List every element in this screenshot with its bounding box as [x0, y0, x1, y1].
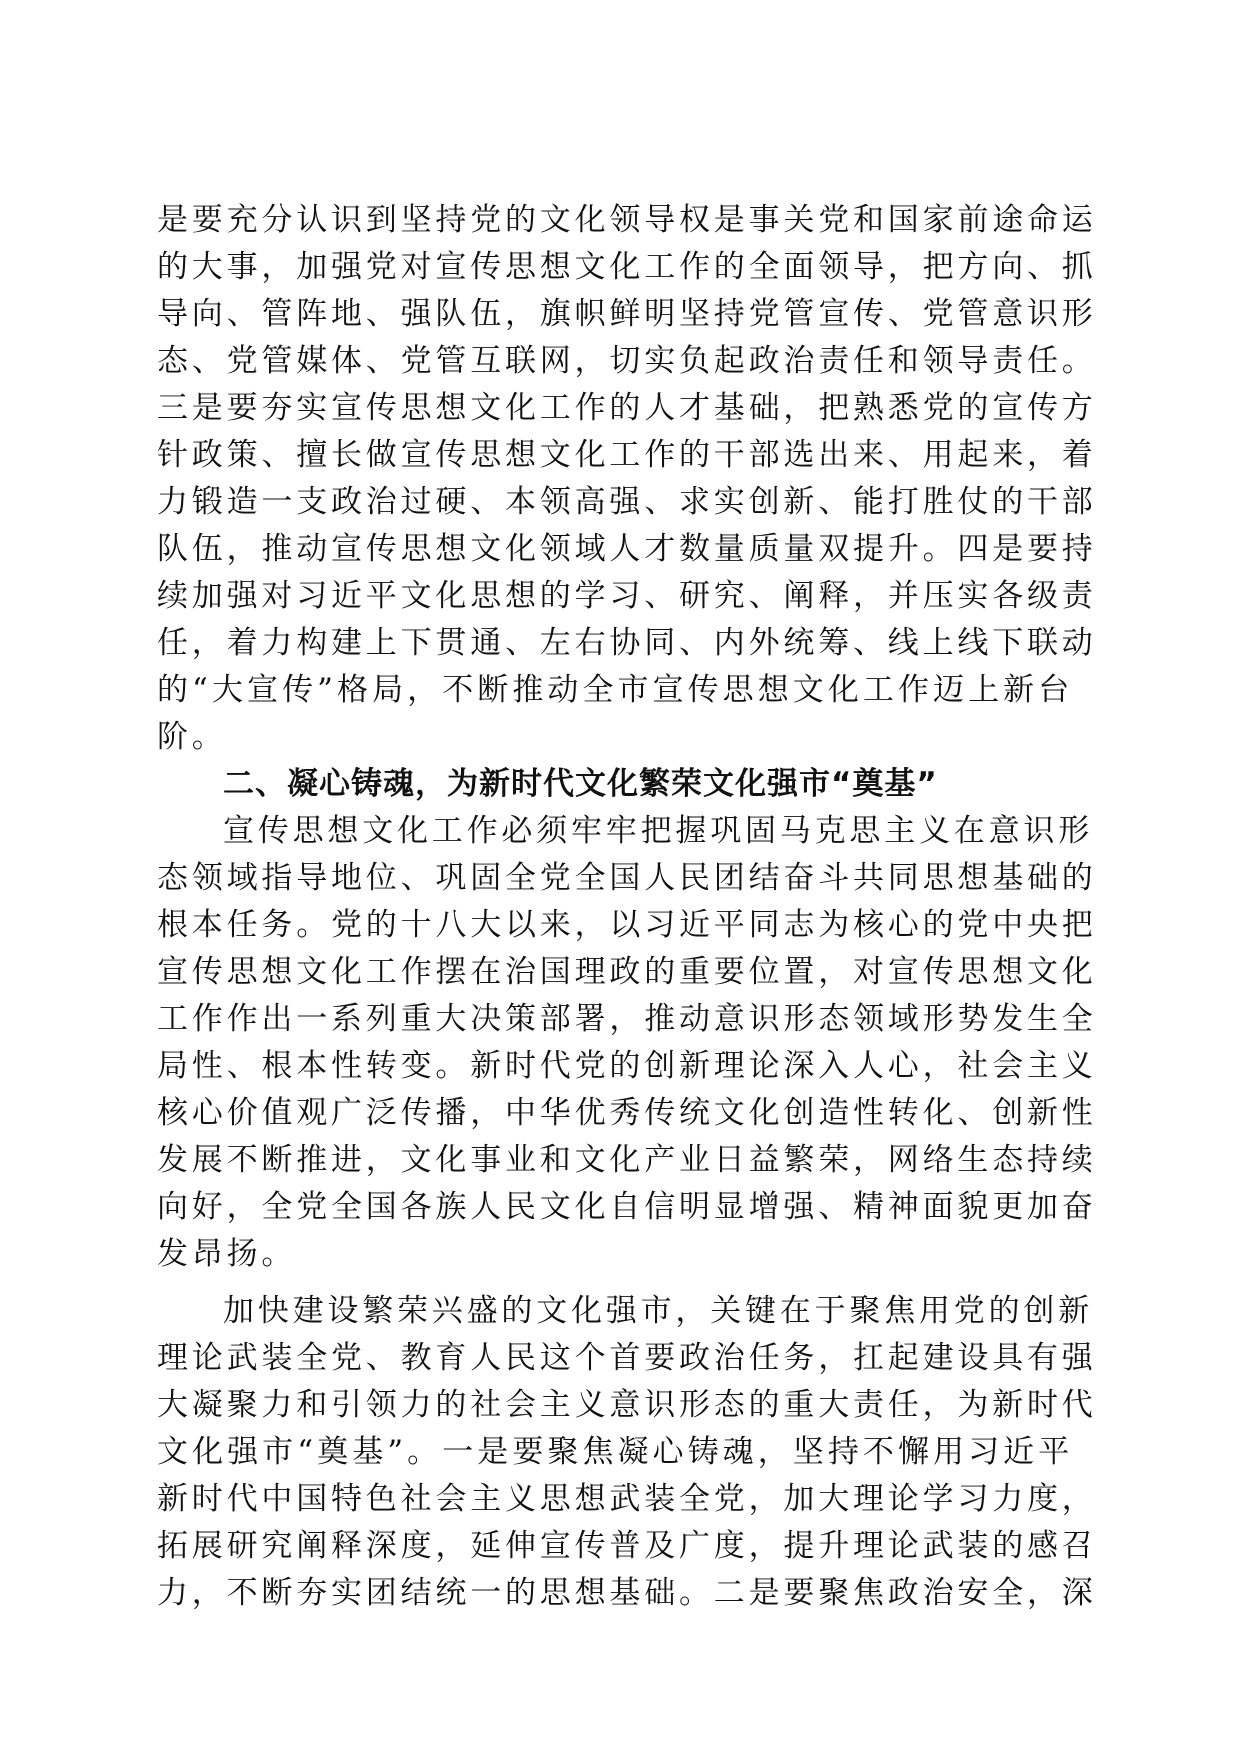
text-line: 导向、管阵地、强队伍，旗帜鲜明坚持党管宣传、党管意识形: [157, 296, 1097, 332]
text-line: 加快建设繁荣兴盛的文化强市，关键在于聚焦用党的创新: [223, 1293, 1093, 1329]
text-line: 新时代中国特色社会主义思想武装全党，加大理论学习力度，: [157, 1481, 1097, 1517]
text-line: 任，着力构建上下贯通、左右协同、内外统筹、线上线下联动: [157, 625, 1097, 661]
text-line: 力锻造一支政治过硬、本领高强、求实创新、能打胜仗的干部: [157, 484, 1097, 520]
text-line: 文化强市“奠基”。一是要聚焦凝心铸魂，坚持不懈用习近平: [157, 1434, 1073, 1470]
text-line: 局性、根本性转变。新时代党的创新理论深入人心，社会主义: [157, 1048, 1097, 1084]
text-line: 三是要夯实宣传思想文化工作的人才基础，把熟悉党的宣传方: [157, 390, 1097, 426]
paragraph-2: [157, 808, 1097, 1278]
text-line: 是要充分认识到坚持党的文化领导权是事关党和国家前途命运: [157, 202, 1097, 238]
text-line: 态领域指导地位、巩固全党全国人民团结奋斗共同思想基础的: [157, 860, 1097, 896]
text-line: 发展不断推进，文化事业和文化产业日益繁荣，网络生态持续: [157, 1142, 1097, 1178]
text-line: 工作作出一系列重大决策部署，推动意识形态领域形势发生全: [157, 1001, 1097, 1037]
text-line: 宣传思想文化工作摆在治国理政的重要位置，对宣传思想文化: [157, 954, 1097, 990]
paragraph-intro: [157, 197, 1097, 761]
paragraph-spacer: [157, 1278, 1073, 1288]
text-line: 的大事，加强党对宣传思想文化工作的全面领导，把方向、抓: [157, 249, 1097, 285]
text-line: 核心价值观广泛传播，中华优秀传统文化创造性转化、创新性: [157, 1095, 1097, 1131]
text-line: 的“大宣传”格局，不断推动全市宣传思想文化工作迈上新台: [157, 672, 1073, 708]
text-line: 续加强对习近平文化思想的学习、研究、阐释，并压实各级责: [157, 578, 1097, 614]
text-line: 宣传思想文化工作必须牢牢把握巩固马克思主义在意识形: [223, 813, 1093, 849]
text-line: 针政策、擅长做宣传思想文化工作的干部选出来、用起来，着: [157, 437, 1097, 473]
text-line: 拓展研究阐释深度，延伸宣传普及广度，提升理论武装的感召: [157, 1528, 1097, 1564]
text-line: 根本任务。党的十八大以来，以习近平同志为核心的党中央把: [157, 907, 1097, 943]
text-line: 队伍，推动宣传思想文化领域人才数量质量双提升。四是要持: [157, 531, 1097, 567]
text-line: 态、党管媒体、党管互联网，切实负起政治责任和领导责任。: [157, 343, 1097, 379]
text-line: 发昂扬。: [157, 1236, 297, 1272]
text-line: 阶。: [157, 719, 227, 755]
text-line: 大凝聚力和引领力的社会主义意识形态的重大责任，为新时代: [157, 1387, 1097, 1423]
document-body: [157, 197, 1097, 1617]
text-line: 理论武装全党、教育人民这个首要政治任务，扛起建设具有强: [157, 1340, 1097, 1376]
paragraph-3: [157, 1288, 1097, 1617]
section-heading: 二、凝心铸魂，为新时代文化繁荣文化强市“奠基”: [223, 766, 938, 802]
text-line: 力，不断夯实团结统一的思想基础。二是要聚焦政治安全，深: [157, 1575, 1097, 1611]
text-line: 向好，全党全国各族人民文化自信明显增强、精神面貌更加奋: [157, 1189, 1097, 1225]
